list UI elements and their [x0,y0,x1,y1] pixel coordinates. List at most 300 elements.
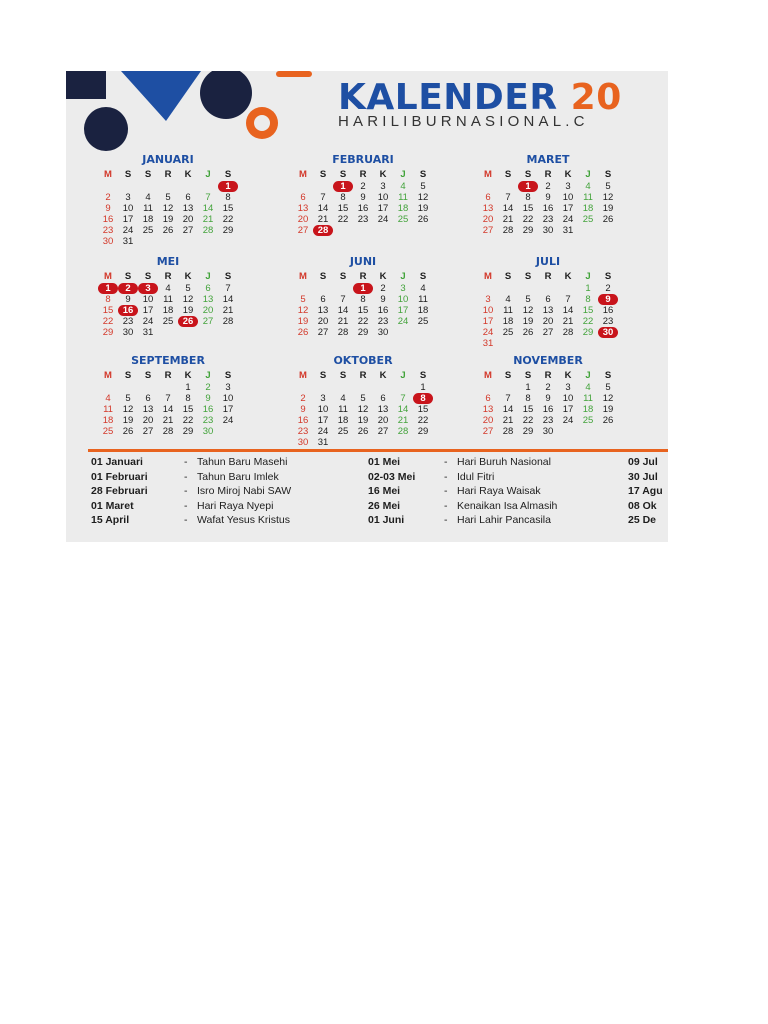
date-cell: 20 [142,415,154,426]
date-cell: 12 [602,393,614,404]
date-cell: 29 [522,225,534,236]
day-header: S [224,169,232,180]
date-cell: 28 [202,225,214,236]
holiday-date-label: 26 Mei [368,499,401,512]
day-header: R [164,169,172,180]
holiday-date: 30 [598,327,618,338]
date-cell: 15 [357,305,369,316]
date-cell: 21 [222,305,234,316]
date-cell: 9 [205,393,211,404]
date-cell: 30 [297,437,309,448]
date-cell: 5 [185,283,191,294]
date-cell: 15 [582,305,594,316]
day-header: S [604,370,612,381]
date-cell: 2 [545,181,551,192]
date-cell: 17 [142,305,154,316]
date-cell: 15 [417,404,429,415]
day-header: S [339,271,347,282]
date-cell: 19 [297,316,309,327]
day-header: K [379,271,387,282]
date-cell: 4 [105,393,111,404]
date-cell: 16 [102,214,114,225]
date-cell: 15 [182,404,194,415]
date-cell: 3 [565,181,571,192]
date-cell: 27 [297,225,309,236]
date-cell: 27 [482,225,494,236]
holiday-name: Hari Raya Waisak [457,485,541,497]
date-cell: 27 [482,426,494,437]
day-header: S [124,169,132,180]
date-cell: 25 [337,426,349,437]
date-cell: 27 [317,327,329,338]
date-cell: 25 [397,214,409,225]
day-header: S [319,271,327,282]
date-cell: 28 [502,426,514,437]
date-cell: 24 [317,426,329,437]
date-cell: 18 [162,305,174,316]
date-cell: 26 [602,214,614,225]
holiday-name: Hari Raya Nyepi [197,499,274,512]
date-cell: 5 [420,181,426,192]
decorative-shapes [66,71,326,151]
date-cell: 29 [222,225,234,236]
date-cell: 13 [182,203,194,214]
date-cell: 19 [182,305,194,316]
date-cell: 26 [162,225,174,236]
day-header: R [359,271,367,282]
date-cell: 3 [125,192,131,203]
date-cell: 31 [122,236,134,247]
day-header: R [359,169,367,180]
date-cell: 7 [505,192,511,203]
date-cell: 17 [122,214,134,225]
holiday-date-label: 02-03 Mei [368,470,416,483]
date-cell: 6 [185,192,191,203]
date-cell: 8 [225,192,231,203]
date-cell: 23 [202,415,214,426]
date-cell: 6 [320,294,326,305]
holiday-name: Idul Fitri [457,470,495,483]
date-cell: 14 [562,305,574,316]
date-cell: 18 [337,415,349,426]
date-cell: 10 [397,294,409,305]
date-cell: 9 [105,203,111,214]
date-cell: 12 [602,192,614,203]
date-cell: 5 [525,294,531,305]
date-cell: 11 [143,203,153,214]
date-cell: 12 [182,294,194,305]
date-cell: 29 [582,327,594,338]
dash: - [184,514,188,526]
date-cell: 10 [482,305,494,316]
date-cell: 24 [122,225,134,236]
month-name: SEPTEMBER [131,354,205,367]
day-header: R [164,271,172,282]
date-cell: 30 [542,225,554,236]
date-cell: 22 [222,214,234,225]
date-cell: 27 [182,225,194,236]
date-cell: 21 [562,316,574,327]
date-cell: 4 [585,382,591,393]
date-cell: 23 [102,225,114,236]
date-cell: 16 [377,305,389,316]
date-cell: 18 [142,214,154,225]
date-cell: 26 [522,327,534,338]
date-cell: 28 [562,327,574,338]
date-cell: 25 [102,426,114,437]
holiday-name: Tahun Baru Masehi [197,456,288,468]
date-cell: 10 [222,393,234,404]
date-cell: 28 [162,426,174,437]
date-cell: 23 [542,415,554,426]
date-cell: 11 [163,294,173,305]
date-cell: 18 [582,203,594,214]
date-cell: 11 [103,404,113,415]
date-cell: 14 [502,404,514,415]
date-cell: 24 [482,327,494,338]
holiday-date: 28 [313,225,333,236]
day-header: R [544,271,552,282]
holiday-date-label: 01 Februari [91,470,148,483]
date-cell: 13 [142,404,154,415]
date-cell: 21 [317,214,329,225]
date-cell: 11 [583,192,593,203]
date-cell: 4 [505,294,511,305]
holiday-date: 8 [413,393,433,404]
date-cell: 4 [400,181,406,192]
day-header: S [224,271,232,282]
month-name: MEI [156,255,180,268]
day-header: S [524,370,532,381]
day-header: S [419,271,427,282]
day-header: R [544,169,552,180]
holiday-date-label: 15 April [91,514,130,526]
date-cell: 3 [565,382,571,393]
day-header: K [564,370,572,381]
date-cell: 20 [182,214,194,225]
day-header: J [585,370,591,381]
day-header: S [504,271,512,282]
holiday-name: Tahun Baru Imlek [197,470,279,483]
date-cell: 26 [417,214,429,225]
date-cell: 31 [317,437,329,448]
date-cell: 19 [602,203,614,214]
date-cell: 11 [398,192,408,203]
holiday-date-label: 28 Februari [91,485,148,497]
holiday-date-label: 08 Ok [628,499,657,512]
holiday-date: 16 [118,305,138,316]
date-cell: 23 [377,316,389,327]
date-cell: 20 [377,415,389,426]
holiday-date-label: 09 Jul [628,456,658,468]
holiday-date-label: 01 Maret [91,499,134,512]
day-header: S [224,370,232,381]
date-cell: 18 [417,305,429,316]
date-cell: 2 [205,382,211,393]
date-cell: 26 [602,415,614,426]
date-cell: 6 [145,393,151,404]
date-cell: 7 [225,283,231,294]
date-cell: 20 [542,316,554,327]
holiday-date: 2 [118,283,138,294]
day-header: S [419,370,427,381]
date-cell: 10 [377,192,389,203]
day-header: S [319,370,327,381]
holiday-date: 1 [333,181,353,192]
date-cell: 13 [202,294,214,305]
date-cell: 12 [162,203,174,214]
date-cell: 14 [222,294,234,305]
day-header: J [205,370,211,381]
date-cell: 31 [142,327,154,338]
date-cell: 8 [105,294,111,305]
date-cell: 16 [602,305,614,316]
date-cell: 9 [125,294,131,305]
date-cell: 29 [357,327,369,338]
day-header: J [400,271,406,282]
date-cell: 24 [397,316,409,327]
date-cell: 16 [202,404,214,415]
day-header: S [339,370,347,381]
dash: - [444,485,448,497]
holiday-date-label: 01 Mei [368,456,401,468]
date-cell: 13 [482,203,494,214]
date-cell: 12 [297,305,309,316]
day-header: M [299,169,307,180]
day-header: S [144,370,152,381]
date-cell: 1 [185,382,191,393]
date-cell: 21 [162,415,174,426]
date-cell: 18 [502,316,514,327]
holiday-date: 3 [138,283,158,294]
date-cell: 25 [582,415,594,426]
date-cell: 10 [122,203,134,214]
day-header: S [144,271,152,282]
holiday-name: Hari Buruh Nasional [457,456,551,468]
day-header: R [164,370,172,381]
date-cell: 22 [522,415,534,426]
holiday-date: 1 [353,283,373,294]
date-cell: 10 [142,294,154,305]
date-cell: 31 [482,338,494,349]
date-cell: 8 [525,393,531,404]
holiday-date: 26 [178,316,198,327]
date-cell: 15 [522,203,534,214]
holiday-date: 9 [598,294,618,305]
date-cell: 2 [300,393,306,404]
date-cell: 5 [125,393,131,404]
month-name: JUNI [349,255,377,268]
day-header: K [379,169,387,180]
date-cell: 19 [122,415,134,426]
date-cell: 15 [337,203,349,214]
date-cell: 12 [522,305,534,316]
month-name: JANUARI [142,153,194,166]
date-cell: 23 [602,316,614,327]
day-header: M [484,271,492,282]
day-header: S [124,370,132,381]
date-cell: 2 [545,382,551,393]
date-cell: 8 [340,192,346,203]
date-cell: 24 [142,316,154,327]
holiday-date-label: 30 Jul [628,470,658,483]
day-header: M [104,370,112,381]
holiday-date: 1 [218,181,238,192]
date-cell: 17 [222,404,234,415]
date-cell: 4 [420,283,426,294]
date-cell: 19 [602,404,614,415]
month-name: MARET [526,153,570,166]
day-header: M [299,370,307,381]
date-cell: 17 [377,203,389,214]
holiday-name: Hari Lahir Pancasila [457,514,551,526]
date-cell: 24 [562,214,574,225]
date-cell: 8 [585,294,591,305]
day-header: S [604,271,612,282]
date-cell: 20 [482,214,494,225]
date-cell: 2 [360,181,366,192]
date-cell: 7 [505,393,511,404]
day-header: M [104,169,112,180]
date-cell: 12 [357,404,369,415]
date-cell: 10 [562,192,574,203]
day-header: S [319,169,327,180]
day-header: R [544,370,552,381]
holiday-name: Isro Miroj Nabi SAW [197,485,292,497]
date-cell: 9 [545,192,551,203]
date-cell: 29 [182,426,194,437]
date-cell: 23 [297,426,309,437]
date-cell: 23 [357,214,369,225]
holiday-date: 1 [518,181,538,192]
date-cell: 22 [417,415,429,426]
date-cell: 8 [360,294,366,305]
day-header: K [184,169,192,180]
date-cell: 17 [482,316,494,327]
day-header: M [299,271,307,282]
day-header: J [585,169,591,180]
month-name: OKTOBER [333,354,393,367]
day-header: S [144,169,152,180]
date-cell: 6 [205,283,211,294]
date-cell: 7 [205,192,211,203]
date-cell: 9 [380,294,386,305]
date-cell: 9 [545,393,551,404]
date-cell: 25 [582,214,594,225]
date-cell: 22 [102,316,114,327]
date-cell: 14 [162,404,174,415]
date-cell: 1 [420,382,426,393]
date-cell: 5 [165,192,171,203]
date-cell: 26 [357,426,369,437]
date-cell: 8 [525,192,531,203]
date-cell: 15 [522,404,534,415]
date-cell: 10 [562,393,574,404]
date-cell: 6 [485,393,491,404]
date-cell: 24 [377,214,389,225]
day-header: J [205,169,211,180]
dash: - [184,470,188,483]
date-cell: 21 [502,415,514,426]
date-cell: 30 [102,236,114,247]
date-cell: 25 [417,316,429,327]
date-cell: 3 [225,382,231,393]
day-header: S [524,271,532,282]
date-cell: 13 [297,203,309,214]
date-cell: 27 [542,327,554,338]
date-cell: 11 [338,404,348,415]
date-cell: 7 [165,393,171,404]
date-cell: 15 [222,203,234,214]
date-cell: 4 [340,393,346,404]
date-cell: 5 [605,181,611,192]
date-cell: 13 [317,305,329,316]
date-cell: 20 [317,316,329,327]
date-cell: 23 [542,214,554,225]
calendar-poster [66,71,668,542]
date-cell: 5 [360,393,366,404]
date-cell: 13 [377,404,389,415]
day-header: R [359,370,367,381]
date-cell: 30 [202,426,214,437]
date-cell: 17 [562,203,574,214]
date-cell: 30 [122,327,134,338]
holiday-date-label: 16 Mei [368,485,401,497]
dash: - [444,499,448,512]
date-cell: 21 [397,415,409,426]
day-header: S [339,169,347,180]
date-cell: 25 [142,225,154,236]
holiday-date-label: 25 De [628,514,657,526]
date-cell: 28 [337,327,349,338]
date-cell: 9 [300,404,306,415]
date-cell: 28 [397,426,409,437]
date-cell: 6 [485,192,491,203]
date-cell: 27 [377,426,389,437]
day-header: S [504,169,512,180]
month-name: NOVEMBER [513,354,583,367]
date-cell: 19 [162,214,174,225]
day-header: K [564,271,572,282]
date-cell: 20 [482,415,494,426]
date-cell: 13 [482,404,494,415]
date-cell: 5 [605,382,611,393]
date-cell: 17 [397,305,409,316]
date-cell: 1 [585,283,591,294]
date-cell: 20 [202,305,214,316]
day-header: S [604,169,612,180]
day-header: M [484,169,492,180]
divider [88,449,668,452]
day-header: M [104,271,112,282]
holiday-name: Kenaikan Isa Almasih [457,499,558,512]
day-header: K [184,271,192,282]
month-name: FEBRUARI [332,153,394,166]
date-cell: 12 [417,192,429,203]
date-cell: 24 [562,415,574,426]
date-cell: 7 [320,192,326,203]
date-cell: 26 [122,426,134,437]
holiday-name: Wafat Yesus Kristus [197,514,290,526]
date-cell: 28 [222,316,234,327]
day-header: J [400,370,406,381]
date-cell: 2 [605,283,611,294]
date-cell: 5 [300,294,306,305]
holiday-date: 1 [98,283,118,294]
date-cell: 4 [145,192,151,203]
date-cell: 19 [357,415,369,426]
date-cell: 22 [337,214,349,225]
